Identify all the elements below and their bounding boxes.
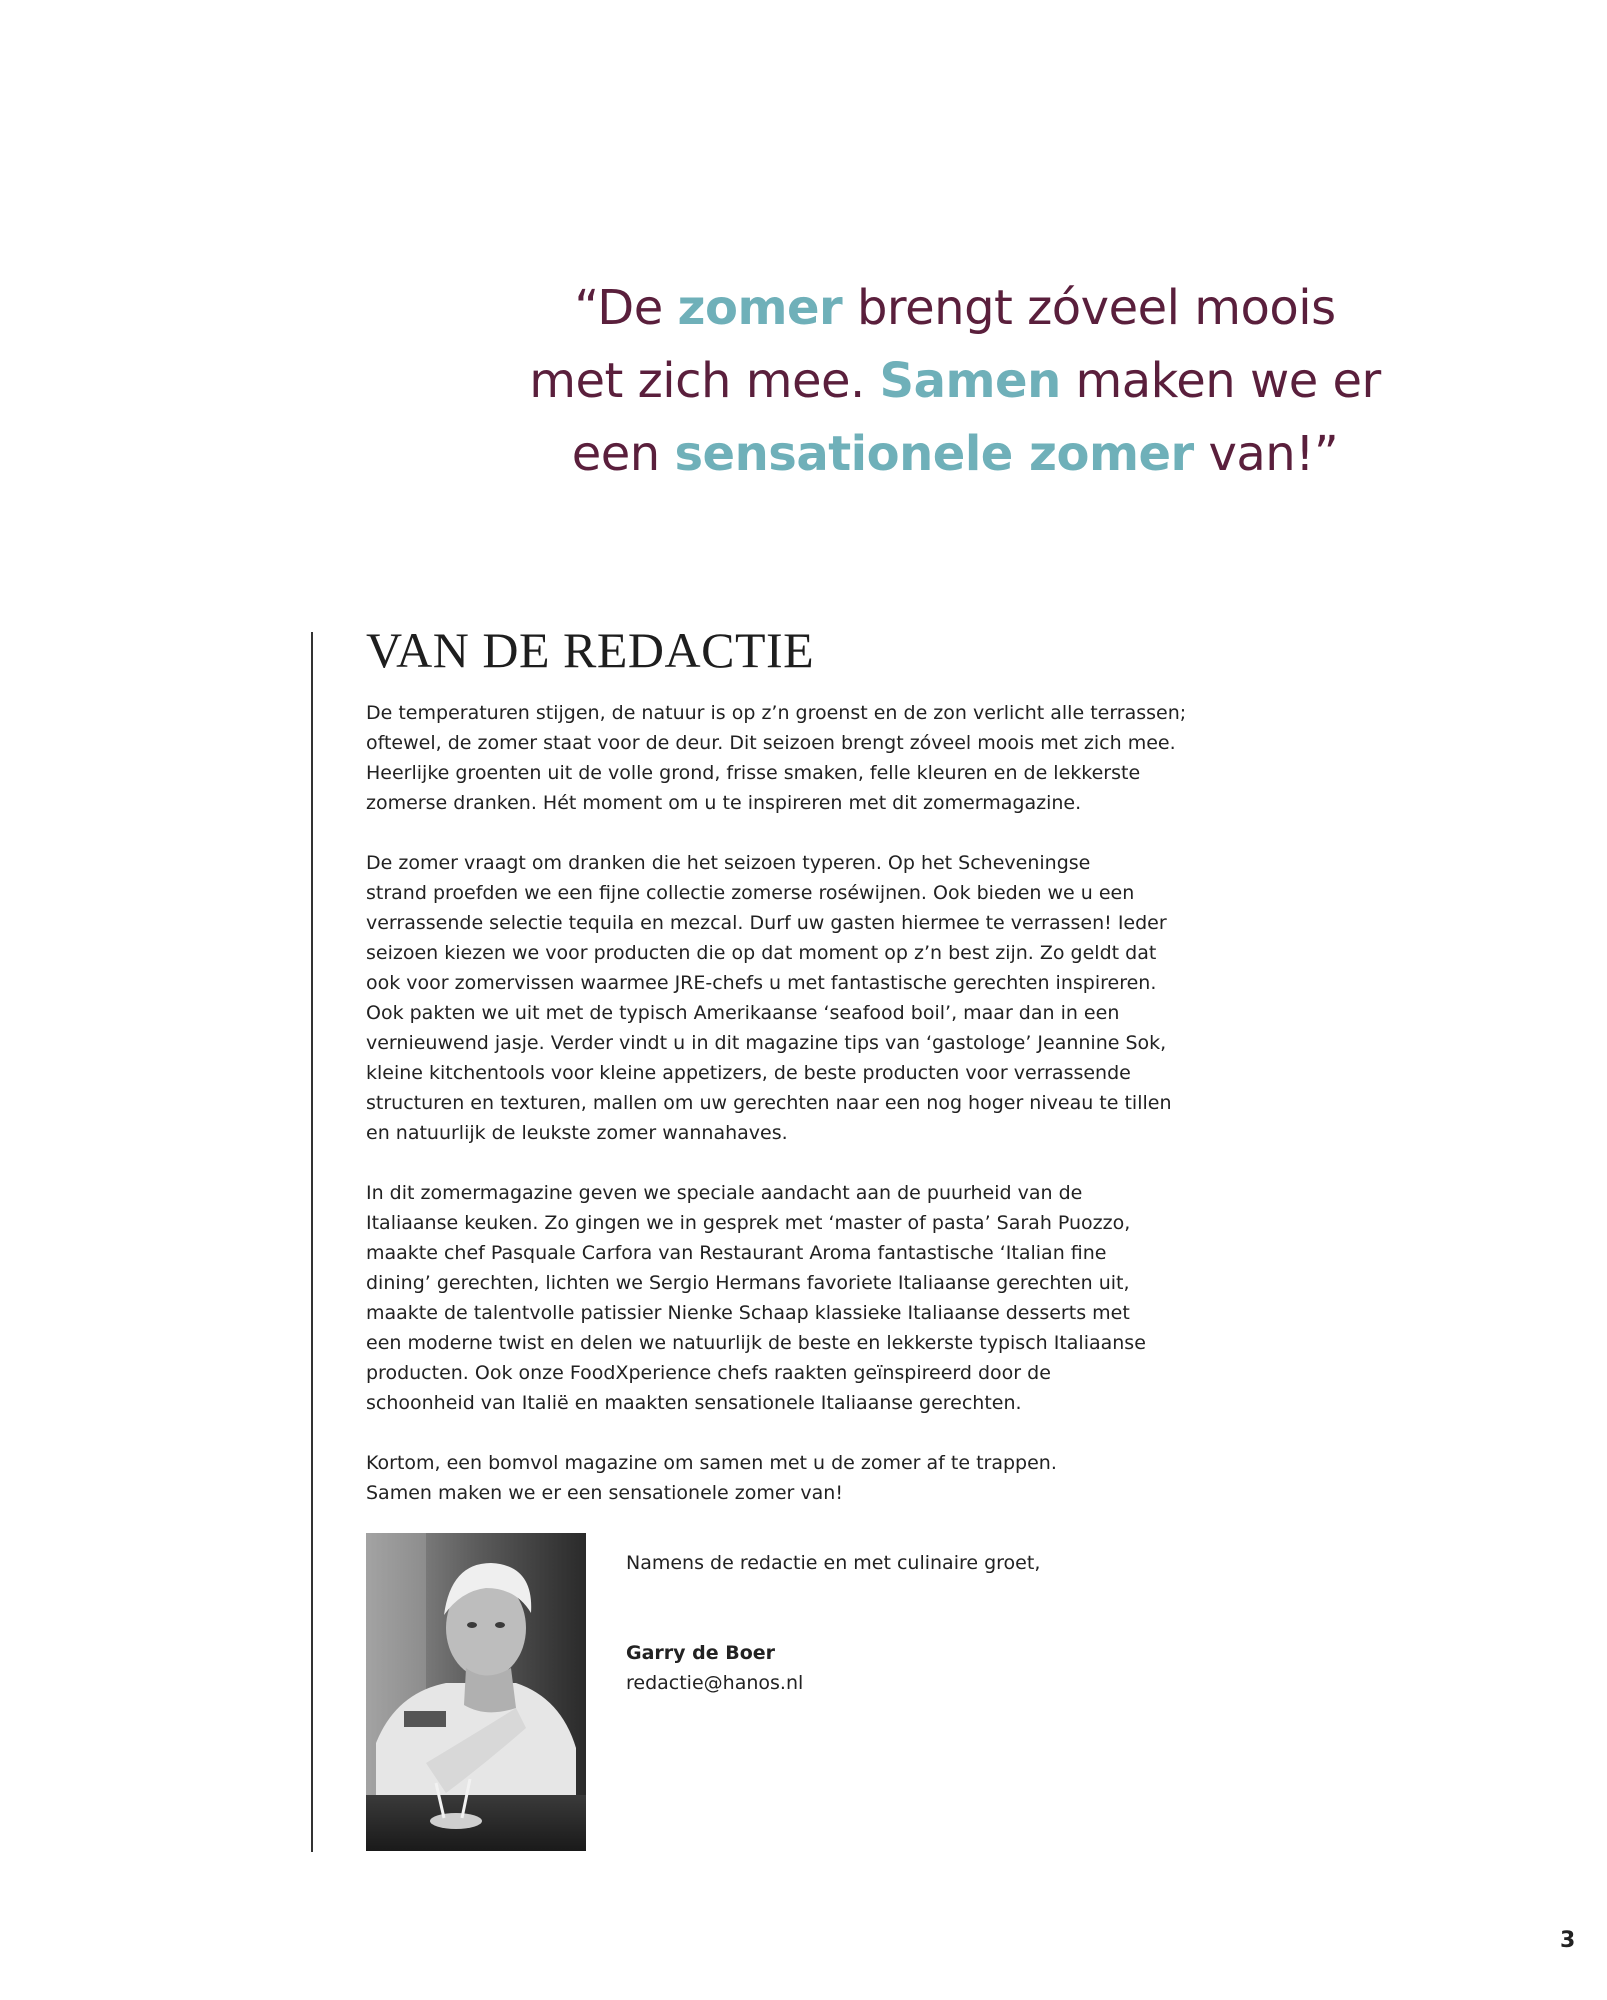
quote-highlight: zomer	[677, 280, 843, 336]
quote-line	[480, 345, 1430, 418]
article-body	[366, 698, 1226, 1538]
article-heading: VAN DE REDACTIE	[366, 622, 815, 678]
text-line: maakte de talentvolle patissier Nienke Schaap klassieke Italiaanse desserts met	[366, 1302, 1130, 1324]
article-paragraph	[366, 1448, 1226, 1508]
text-line: en natuurlijk de leukste zomer wannahaves.	[366, 1122, 788, 1144]
text-line: dining’ gerechten, lichten we Sergio Hermans favoriete Italiaanse gerechten uit,	[366, 1272, 1130, 1294]
quote-highlight: Samen	[879, 353, 1061, 409]
article-paragraph	[366, 848, 1226, 1148]
text-line: een moderne twist en delen we natuurlijk de beste en lekkerste typisch Italiaanse	[366, 1332, 1146, 1354]
quote-text: een	[571, 426, 675, 482]
article-paragraph	[366, 698, 1226, 818]
quote-text: van!”	[1193, 426, 1339, 482]
text-line: verrassende selectie tequila en mezcal. Durf uw gasten hiermee te verrassen! Ieder	[366, 912, 1167, 934]
text-line: schoonheid van Italië en maakten sensationele Italiaanse gerechten.	[366, 1392, 1022, 1414]
quote-text: “De	[574, 280, 678, 336]
text-line: ook voor zomervissen waarmee JRE-chefs u met fantastische gerechten inspireren.	[366, 972, 1157, 994]
text-line: Ook pakten we uit met de typisch Amerikaanse ‘seafood boil’, maar dan in een	[366, 1002, 1120, 1024]
author-email: redactie@hanos.nl	[626, 1672, 804, 1694]
text-line: De zomer vraagt om dranken die het seizoen typeren. Op het Scheveningse	[366, 852, 1091, 874]
text-line: kleine kitchentools voor kleine appetizers, de beste producten voor verrassende	[366, 1062, 1131, 1084]
text-line: Heerlijke groenten uit de volle grond, frisse smaken, felle kleuren en de lekkerste	[366, 762, 1141, 784]
closing-greeting: Namens de redactie en met culinaire groet,	[626, 1552, 1041, 1574]
text-line: oftewel, de zomer staat voor de deur. Dit seizoen brengt zóveel moois met zich mee.	[366, 732, 1176, 754]
text-line: zomerse dranken. Hét moment om u te inspireren met dit zomermagazine.	[366, 792, 1082, 814]
quote-highlight: sensationele zomer	[674, 426, 1194, 482]
signature-block	[626, 1548, 1040, 1698]
quote-text: met zich mee.	[529, 353, 880, 409]
text-line: Samen maken we er een sensationele zomer van!	[366, 1482, 843, 1504]
quote-line	[480, 272, 1430, 345]
page-number: 3	[1560, 1928, 1576, 1953]
author-photo	[366, 1533, 586, 1851]
text-line: De temperaturen stijgen, de natuur is op z’n groenst en de zon verlicht alle terrassen;	[366, 702, 1187, 724]
pull-quote	[480, 272, 1430, 491]
text-line: structuren en texturen, mallen om uw gerechten naar een nog hoger niveau te tillen	[366, 1092, 1172, 1114]
quote-line	[480, 418, 1430, 491]
text-line: strand proefden we een fijne collectie zomerse roséwijnen. Ook bieden we u een	[366, 882, 1135, 904]
text-line: Italiaanse keuken. Zo gingen we in gesprek met ‘master of pasta’ Sarah Puozzo,	[366, 1212, 1131, 1234]
text-line: maakte chef Pasquale Carfora van Restaurant Aroma fantastische ‘Italian fine	[366, 1242, 1107, 1264]
quote-text: maken we er	[1060, 353, 1381, 409]
vertical-divider	[311, 632, 313, 1852]
text-line: vernieuwend jasje. Verder vindt u in dit magazine tips van ‘gastologe’ Jeannine Sok,	[366, 1032, 1167, 1054]
author-name: Garry de Boer	[626, 1642, 776, 1664]
text-line: In dit zomermagazine geven we speciale aandacht aan de puurheid van de	[366, 1182, 1083, 1204]
quote-text: brengt zóveel moois	[842, 280, 1336, 336]
text-line: seizoen kiezen we voor producten die op dat moment op z’n best zijn. Zo geldt dat	[366, 942, 1157, 964]
article-paragraph	[366, 1178, 1226, 1418]
text-line: Kortom, een bomvol magazine om samen met u de zomer af te trappen.	[366, 1452, 1057, 1474]
text-line: producten. Ook onze FoodXperience chefs raakten geïnspireerd door de	[366, 1362, 1051, 1384]
